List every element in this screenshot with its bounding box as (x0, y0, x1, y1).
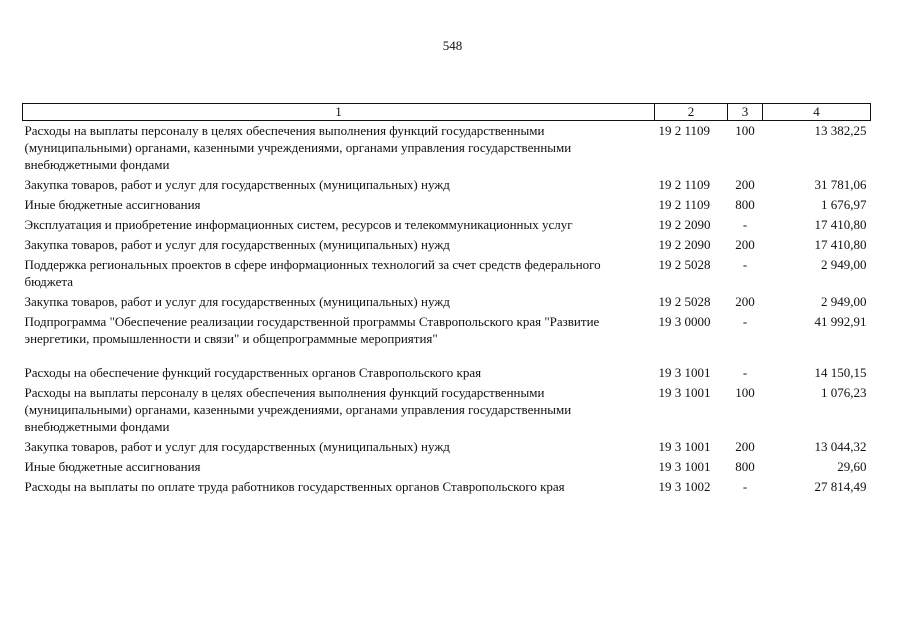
row-amount: 17 410,80 (814, 217, 867, 232)
row-description: Поддержка региональных проектов в сфере информационных технологий за счет средств федерального бюджета (24, 257, 601, 289)
row-type: - (742, 314, 748, 329)
table-row (23, 121, 871, 176)
row-type: - (742, 257, 748, 272)
row-type: 800 (735, 459, 755, 474)
table-row (23, 255, 871, 292)
row-amount: 14 150,15 (814, 365, 867, 380)
budget-table (22, 103, 871, 497)
row-description: Эксплуатация и приобретение информационных систем, ресурсов и телекоммуникационных услуг (24, 217, 573, 232)
table-row (23, 175, 871, 195)
row-code: 19 2 5028 (658, 257, 711, 272)
table-row (23, 195, 871, 215)
row-code: 19 3 1001 (658, 459, 711, 474)
row-amount: 13 382,25 (814, 123, 867, 138)
row-amount: 1 076,23 (821, 385, 867, 400)
row-code: 19 3 1001 (658, 385, 711, 400)
table-row (23, 457, 871, 477)
row-code: 19 2 1109 (658, 197, 711, 212)
row-amount: 27 814,49 (814, 479, 867, 494)
row-description: Расходы на выплаты по оплате труда работников государственных органов Ставропольского края (24, 479, 565, 494)
row-amount: 13 044,32 (814, 439, 867, 454)
header-col-4: 4 (763, 104, 871, 121)
row-type: - (742, 217, 748, 232)
header-col-3: 3 (728, 104, 763, 121)
row-amount: 1 676,97 (821, 197, 867, 212)
table-row (23, 363, 871, 383)
table-spacer-row (23, 349, 871, 363)
row-code: 19 2 2090 (658, 217, 711, 232)
table-body (23, 121, 871, 498)
table-row (23, 437, 871, 457)
row-amount: 2 949,00 (821, 294, 867, 309)
table-header (23, 104, 871, 121)
table-row (23, 292, 871, 312)
row-type: - (742, 479, 748, 494)
row-amount: 31 781,06 (814, 177, 867, 192)
row-type: 200 (735, 177, 755, 192)
row-description: Расходы на выплаты персоналу в целях обеспечения выполнения функций государственными (муниципальными) органами, казенными учреждениями, органами управления государственными внебюджетными фондами (24, 385, 572, 434)
row-type: 200 (735, 237, 755, 252)
row-code: 19 3 0000 (658, 314, 711, 329)
row-description: Расходы на выплаты персоналу в целях обеспечения выполнения функций государственными (муниципальными) органами, казенными учреждениями, органами управления государственными внебюджетными фондами (24, 123, 572, 172)
row-type: 200 (735, 439, 755, 454)
header-col-1: 1 (23, 104, 655, 121)
row-description: Закупка товаров, работ и услуг для государственных (муниципальных) нужд (24, 294, 450, 309)
row-type: 800 (735, 197, 755, 212)
row-amount: 41 992,91 (814, 314, 867, 329)
row-description: Закупка товаров, работ и услуг для государственных (муниципальных) нужд (24, 237, 450, 252)
table-row (23, 312, 871, 349)
table-row (23, 477, 871, 497)
row-code: 19 2 1109 (658, 177, 711, 192)
row-code: 19 2 1109 (658, 123, 711, 138)
row-description: Закупка товаров, работ и услуг для государственных (муниципальных) нужд (24, 439, 450, 454)
row-code: 19 2 5028 (658, 294, 711, 309)
row-type: 200 (735, 294, 755, 309)
row-type: 100 (735, 123, 755, 138)
row-code: 19 3 1002 (658, 479, 711, 494)
row-description: Закупка товаров, работ и услуг для государственных (муниципальных) нужд (24, 177, 450, 192)
table-row (23, 235, 871, 255)
row-code: 19 3 1001 (658, 439, 711, 454)
header-col-2: 2 (655, 104, 728, 121)
row-type: 100 (735, 385, 755, 400)
row-description: Иные бюджетные ассигнования (24, 459, 201, 474)
row-description: Иные бюджетные ассигнования (24, 197, 201, 212)
table-row (23, 215, 871, 235)
row-code: 19 3 1001 (658, 365, 711, 380)
row-amount: 17 410,80 (814, 237, 867, 252)
row-amount: 29,60 (837, 459, 867, 474)
table-row (23, 383, 871, 437)
header-row (23, 104, 871, 121)
page-number: 548 (442, 38, 463, 53)
row-description: Подпрограмма "Обеспечение реализации государственной программы Ставропольского края "Развитие энергетики, промышленности и связи" и общепрограммные мероприятия" (24, 314, 600, 346)
row-type: - (742, 365, 748, 380)
row-description: Расходы на обеспечение функций государственных органов Ставропольского края (24, 365, 482, 380)
row-amount: 2 949,00 (821, 257, 867, 272)
row-code: 19 2 2090 (658, 237, 711, 252)
